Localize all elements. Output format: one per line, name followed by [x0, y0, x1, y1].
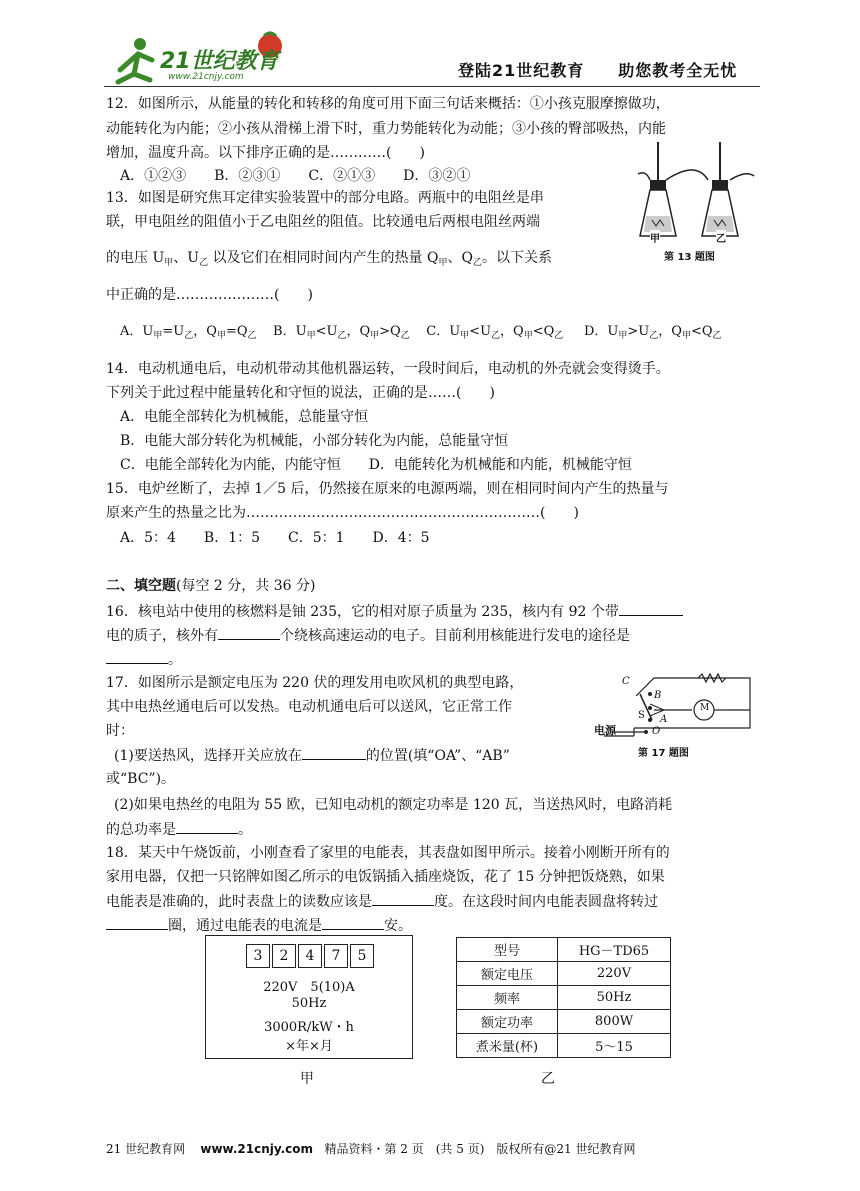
q15-line-1: 15．电炉丝断了，去掉 1／5 后，仍然接在原来的电源两端，则在相同时间内产生的热量与	[106, 481, 669, 497]
q14-options-cd: C．电能全部转化为内能，内能守恒 D．电能转化为机械能和内能，机械能守恒	[120, 457, 632, 473]
flask-apparatus-icon	[636, 140, 760, 244]
q13-label-yi: 乙	[716, 230, 726, 245]
header-slogan: 登陆21世纪教育 助您教考全无忧	[458, 61, 738, 80]
q17-label-o: O	[652, 726, 661, 737]
site-logo	[100, 30, 300, 90]
q12-line-3: 增加，温度升高。以下排序正确的是…………( )	[106, 145, 425, 161]
q17-label-c: C	[622, 676, 630, 687]
q17-blank-1[interactable]	[302, 745, 366, 760]
q18-line-3: 电能表是准确的，此时表盘上的读数应该是 度。在这段时间内电能表圆盘将转过	[106, 891, 658, 912]
q12-line-1: 12．如图所示，从能量的转化和转移的角度可用下面三句话来概括：①小孩克服摩擦做功，	[106, 96, 670, 112]
q18-line-4: 圈，通过电能表的电流是 安。	[106, 915, 412, 936]
q17-label-a: A	[660, 714, 668, 725]
meter-rating: 220V 5(10)A	[263, 980, 355, 995]
table-row: 额定功率 800W	[457, 1010, 671, 1034]
q12-options: A．①②③ B．②③① C．②①③ D．③②①	[120, 168, 471, 184]
q17-label-s: S	[638, 710, 645, 721]
table-row: 煮米量(杯) 5～15	[457, 1034, 671, 1058]
q16-line-1: 16．核电站中使用的核燃料是铀 235，它的相对原子质量为 235，核内有 92 个带	[106, 601, 683, 622]
q15-options: A．5：4 B．1：5 C．5：1 D．4：5	[120, 530, 430, 546]
q17-line-2: 其中电热丝通电后可以发热。电动机通电后可以送风，它正常工作	[106, 699, 512, 715]
q14-line-2: 下列关于此过程中能量转化和守恒的说法，正确的是……( )	[106, 385, 495, 401]
q13-caption: 第 13 题图	[664, 252, 715, 263]
q16-line-3: 。	[106, 649, 182, 670]
q17-line-7: 的总功率是 。	[106, 819, 252, 840]
q12-line-2: 动能转化为内能；②小孩从滑梯上滑下时，重力势能转化为动能；③小孩的臀部吸热，内能	[106, 121, 666, 137]
footer-site: 21 世纪教育网	[106, 1142, 186, 1156]
q14-option-a: A．电能全部转化为机械能，总能量守恒	[120, 409, 369, 425]
q18-line-2: 家用电器，仅把一只铭牌如图乙所示的电饭锅插入插座烧饭，花了 15 分钟把饭烧熟，如果	[106, 869, 665, 885]
meter-digit: 7	[324, 944, 348, 968]
q16-blank-1[interactable]	[619, 601, 683, 616]
q17-figure	[594, 670, 764, 760]
q14-option-b: B．电能大部分转化为机械能，小部分转化为内能，总能量守恒	[120, 433, 509, 449]
q14-line-1: 14．电动机通电后，电动机带动其他机器运转，一段时间后，电动机的外壳就会变得烫手。	[106, 361, 670, 377]
meter-digit: 3	[246, 944, 270, 968]
q18-blank-2[interactable]	[106, 915, 168, 930]
meter-caption: 甲	[300, 1071, 314, 1087]
q17-line-6: (2)如果电热丝的电阻为 55 欧，已知电动机的额定功率是 120 瓦，当送热风时，电路消耗	[114, 797, 673, 813]
q17-label-b: B	[654, 690, 662, 701]
q15-line-2: 原来产生的热量之比为………………………………………………………( )	[106, 505, 579, 521]
meter-digit: 4	[298, 944, 322, 968]
meter-digit-decimal: 5	[350, 944, 374, 968]
q17-caption: 第 17 题图	[638, 748, 689, 759]
logo-title: 21世纪教育	[160, 49, 279, 74]
hair-dryer-circuit-icon	[594, 670, 764, 744]
table-row: 型号 HG－TD65	[457, 938, 671, 962]
q17-blank-2[interactable]	[176, 819, 238, 834]
q13-label-jia: 甲	[650, 230, 660, 245]
q13-figure	[636, 140, 760, 264]
q13-option-d: D．$U_甲>U_乙$，$Q_甲<Q_乙$	[583, 324, 722, 341]
q16-line-2: 电的质子，核外有 个绕核高速运动的电子。目前利用核能进行发电的途径是	[106, 625, 630, 646]
meter-constant: 3000R/kW・h	[264, 1020, 354, 1035]
q16-blank-2[interactable]	[218, 625, 280, 640]
table-row: 频率 50Hz	[457, 986, 671, 1010]
q13-line-1: 13．如图是研究焦耳定律实验装置中的部分电路。两瓶中的电阻丝是串	[106, 190, 544, 206]
section-2-heading: 二、填空题(每空 2 分，共 36 分)	[106, 578, 316, 594]
meter-frequency: 50Hz	[291, 996, 327, 1011]
q13-option-b: B．$U_甲<U_乙$，$Q_甲>Q_乙$	[273, 324, 410, 341]
q18-blank-1[interactable]	[372, 891, 434, 906]
footer-url[interactable]: www.21cnjy.com	[200, 1142, 314, 1156]
q13-option-a: A．$U_甲=U_乙$，$Q_甲=Q_乙$	[120, 324, 257, 341]
q13-line-3: 的电压 $U_甲$、$U_乙$ 以及它们在相同时间内产生的热量 $Q_甲$、$Q_乙$。以下关系	[106, 250, 552, 268]
q17-line-3: 时：	[106, 723, 134, 739]
q17-line-5: 或“BC”)。	[106, 771, 176, 787]
nameplate-caption: 乙	[541, 1071, 555, 1087]
electric-meter-panel	[205, 935, 413, 1059]
q13-line-4: 中正确的是…………………( )	[106, 287, 313, 303]
meter-digits	[246, 944, 376, 968]
q16-blank-3[interactable]	[106, 649, 168, 664]
q17-source-label: 电源	[594, 724, 616, 737]
q13-line-2: 联，甲电阻丝的阻值小于乙电阻丝的阻值。比较通电后两根电阻丝两端	[106, 214, 540, 230]
meter-digit: 2	[272, 944, 296, 968]
q18-line-1: 18．某天中午烧饭前，小刚查看了家里的电能表，其表盘如图甲所示。接着小刚断开所有的	[106, 845, 670, 861]
footer-page-info: 精品资料・第 2 页 (共 5 页) 版权所有@21 世纪教育网	[324, 1142, 636, 1156]
table-row: 额定电压 220V	[457, 962, 671, 986]
rice-cooker-nameplate	[456, 937, 671, 1058]
header-rule	[104, 86, 760, 87]
q17-line-4: (1)要送热风，选择开关应放在 的位置(填“OA”、“AB”	[114, 745, 510, 766]
meter-date: ×年×月	[285, 1039, 333, 1054]
q18-blank-3[interactable]	[322, 915, 384, 930]
logo-url: www.21cnjy.com	[168, 72, 244, 82]
page-footer	[106, 1140, 635, 1157]
q17-line-1: 17．如图所示是额定电压为 220 伏的理发用电吹风机的典型电路，	[106, 675, 524, 691]
q17-motor-label: M	[700, 703, 710, 713]
q13-option-c: C．$U_甲<U_乙$，$Q_甲<Q_乙$	[426, 324, 564, 341]
q13-options	[120, 322, 722, 346]
